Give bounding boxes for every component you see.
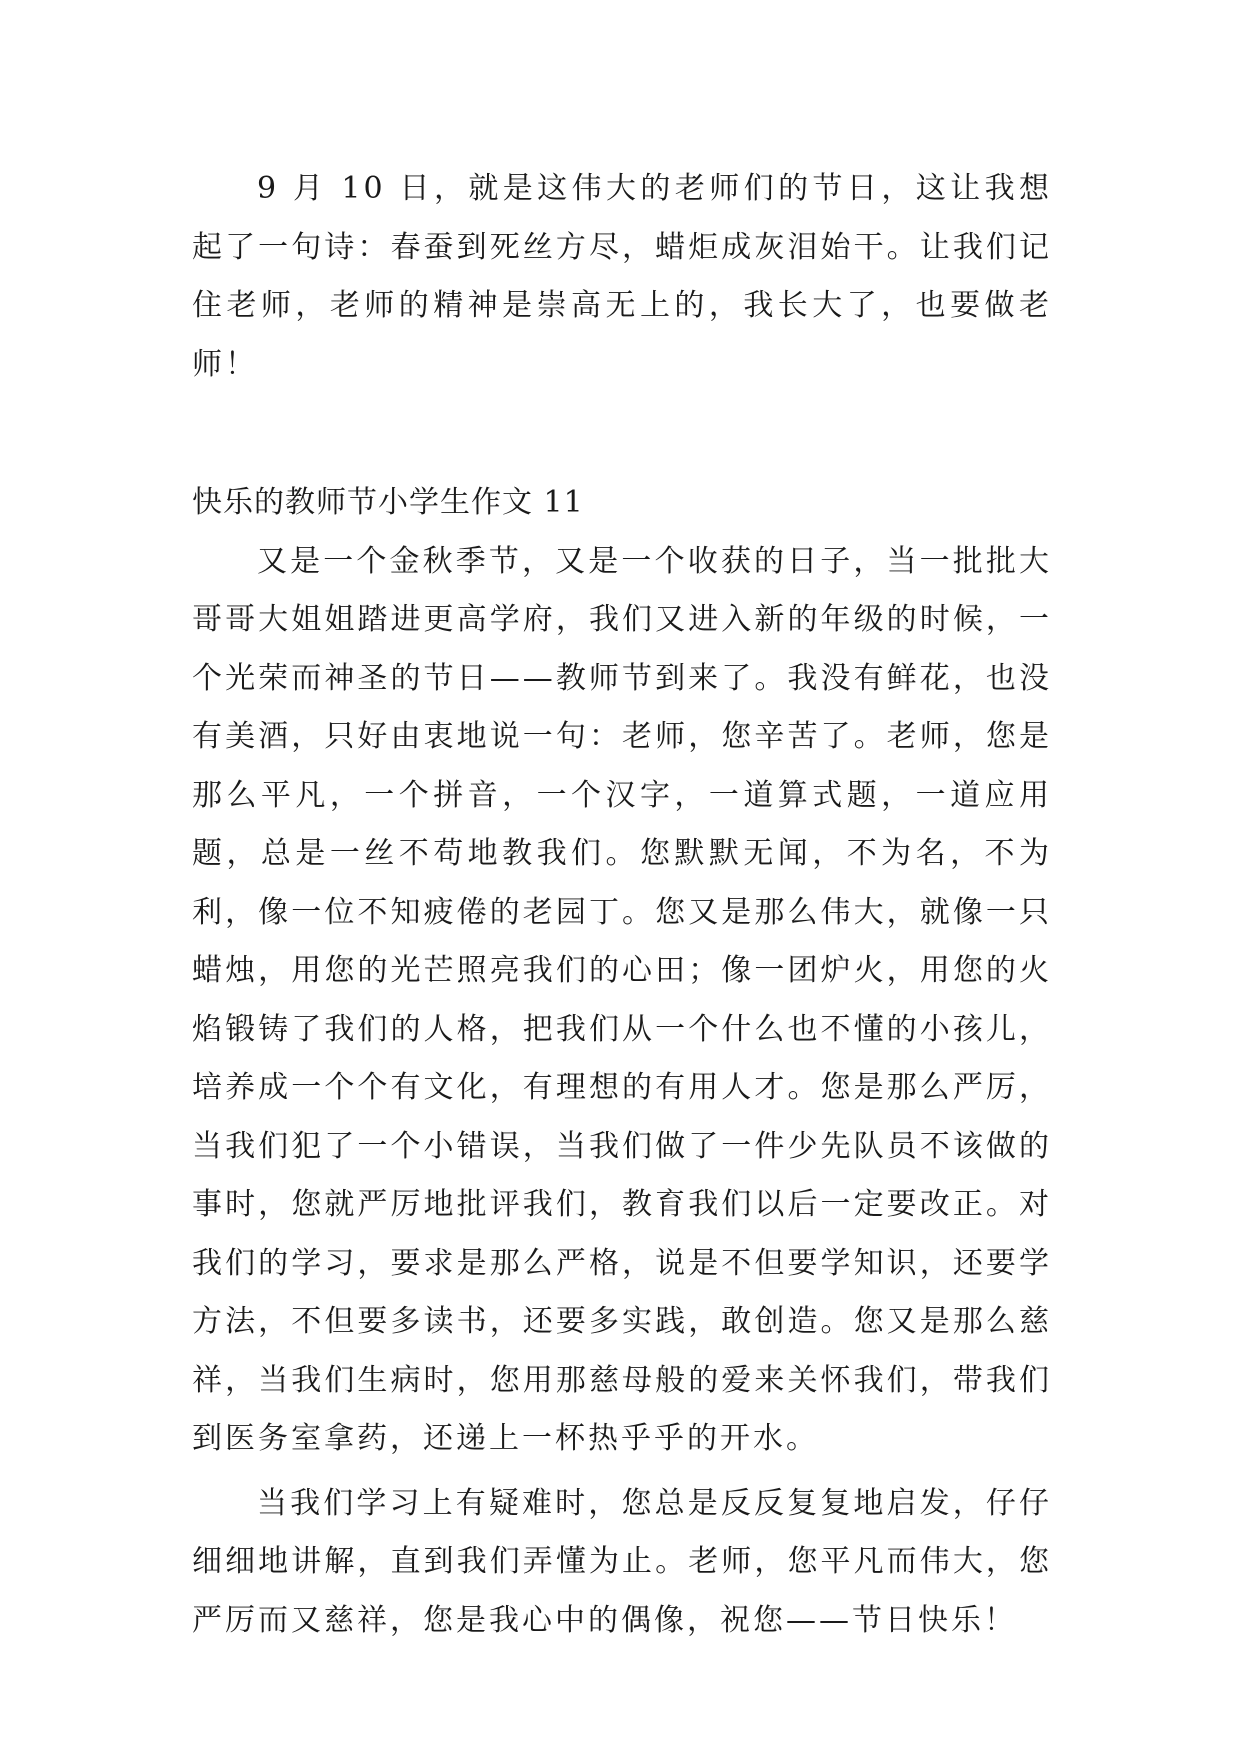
section-title: 快乐的教师节小学生作文 11	[192, 485, 584, 520]
intro-paragraph: 9 月 10 日，就是这伟大的老师们的节日，这让我想起了一句诗：春蚕到死丝方尽，蜡炬成灰泪始干。让我们记住老师，老师的精神是崇高无上的，我长大了，也要做老师！	[192, 171, 1052, 382]
body-paragraph-1: 又是一个金秋季节，又是一个收获的日子，当一批批大哥哥大姐姐踏进更高学府，我们又进入新的年级的时候，一个光荣而神圣的节日——教师节到来了。我没有鲜花，也没有美酒，只好由衷地说一句：老师，您辛苦了。老师，您是那么平凡，一个拼音，一个汉字，一道算式题，一道应用题，总是一丝不苟地教我们。您默默无闻，不为名，不为利，像一位不知疲倦的老园丁。您又是那么伟大，就像一只蜡烛，用您的光芒照亮我们的心田；像一团炉火，用您的火焰锻铸了我们的人格，把我们从一个什么也不懂的小孩儿，培养成一个个有文化，有理想的有用人才。您是那么严厉，当我们犯了一个小错误，当我们做了一件少先队员不该做的事时，您就严厉地批评我们，教育我们以后一定要改正。对我们的学习，要求是那么严格，说是不但要学知识，还要学方法，不但要多读书，还要多实践，敢创造。您又是那么慈祥，当我们生病时，您用那慈母般的爱来关怀我们，带我们到医务室拿药，还递上一杯热乎乎的开水。	[192, 543, 1052, 1456]
document-body	[192, 160, 1052, 1650]
body-paragraph-2: 当我们学习上有疑难时，您总是反反复复地启发，仔仔细细地讲解，直到我们弄懂为止。老师，您平凡而伟大，您严厉而又慈祥，您是我心中的偶像，祝您——节日快乐！	[192, 1485, 1052, 1638]
